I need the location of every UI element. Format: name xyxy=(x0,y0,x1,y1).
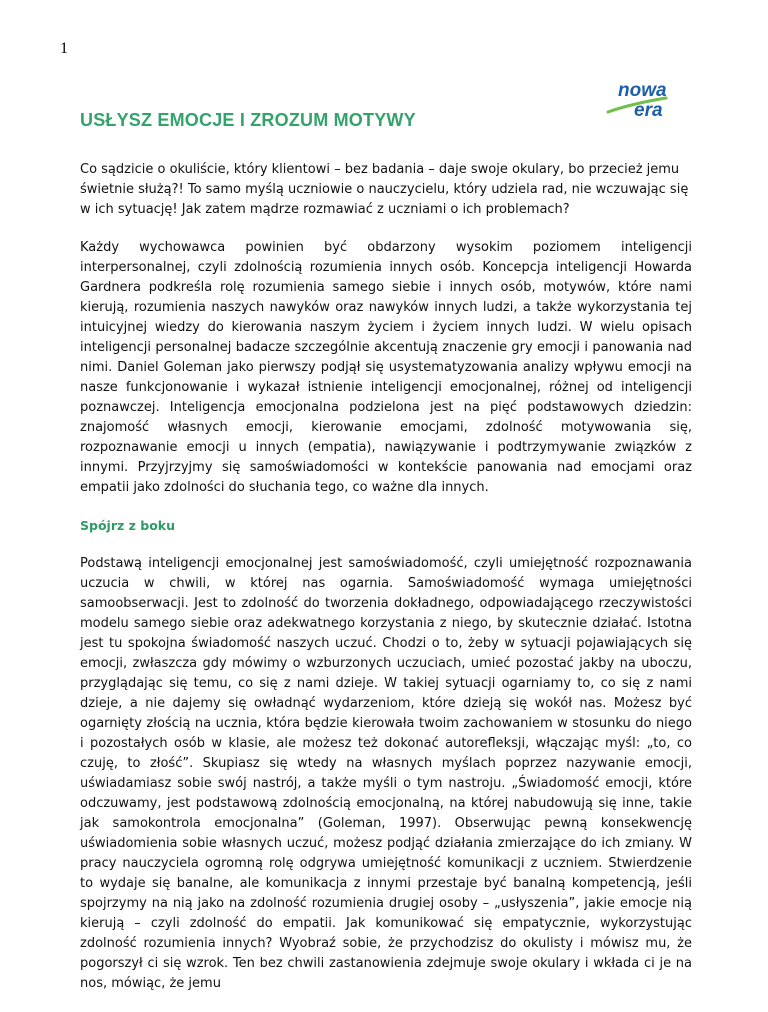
logo-line1: nowa xyxy=(618,80,667,101)
page-number: 1 xyxy=(60,40,68,57)
paragraph-samoswiadomosc: Podstawą inteligencji emocjonalnej jest samoświadomość, czyli umiejętność rozpoznawania uczucia w chwili, w której nas ogarnia. Samoświadomość wymaga umiejętności samoobserwacji. Jest to zdolność do tworzenia dokładnego, odpowiadającego rzeczywistości modelu samego siebie oraz adekwatnego korzystania z niego, by skutecznie działać. Istotna jest tu spokojna świadomość naszych uczuć. Chodzi o to, żeby w sytuacji pojawiających się emocji, zwłaszcza gdy mówimy o wzburzonych uczuciach, umieć pozostać jakby na uboczu, przyglądając się temu, co się z nami dzieje. W takiej sytuacji ogarniamy to, co się z nami dzieje, a nie dajemy się owładnąć wydarzeniom, które dzieją się wokół nas. Możesz być ogarnięty złością na ucznia, która będzie kierowała twoim zachowaniem w stosunku do niego i pozostałych osób w klasie, ale możesz też dokonać autorefleksji, włączając myśl: „to, co czuję, to złość”. Skupiasz się wtedy na własnych myślach poprzez nazywanie emocji, uświadamiasz sobie swój nastrój, a także myśli o tym nastroju. „Świadomość emocji, które odczuwamy, jest podstawową zdolnością emocjonalną, na której nabudowują się inne, takie jak samokontrola emocjonalna” (Goleman, 1997). Obserwując pewną konsekwencję uświadomienia sobie własnych uczuć, możesz podjąć działania zmierzające do ich zmiany. W pracy nauczyciela ogromną rolę odgrywa umiejętność komunikacji z uczniem. Stwierdzenie to wydaje się banalne, ale komunikacja z innymi przestaje być banalną kompetencją, jeśli spojrzymy na nią jako na zdolność rozumienia drugiej osoby – „usłyszenia”, jakie emocje nią kierują – czyli zdolność do empatii. Jak komunikować się empatycznie, wykorzystując zdolność rozumienia innych? Wyobraź sobie, że przychodzisz do okulisty i mówisz mu, że pogorszył ci się wzrok. Ten bez chwili zastanowienia zdejmuje swoje okulary i wkłada ci je na nos, mówiąc, że jemu xyxy=(80,556,692,991)
paragraph-inteligencja: Każdy wychowawca powinien być obdarzony wysokim poziomem inteligencji interpersonalnej, czyli zdolnością rozumienia innych osób. Koncepcja inteligencji Howarda Gardnera podkreśla rolę rozumienia samego siebie i innych osób, motywów, które nami kierują, rozumienia naszych nawyków oraz nawyków innych ludzi, a także wykorzystania tej intuicyjnej wiedzy do kierowania naszym życiem i życiem innych ludzi. W wielu opisach inteligencji personalnej badacze szczególnie akcentują znaczenie gry emocji i panowania nad nimi. Daniel Goleman jako pierwszy podjął się usystematyzowania analizy wpływu emocji na nasze funkcjonowanie i wykazał istnienie inteligencji emocjonalnej, różnej od inteligencji poznawczej. Inteligencja emocjonalna podzielona jest na pięć podstawowych dziedzin: znajomość własnych emocji, kierowanie emocjami, zdolność motywowania się, rozpoznawanie emocji u innych (empatia), nawiązywanie i podtrzymywanie związków z innymi. Przyjrzyjmy się samoświadomości w kontekście panowania nad emocjami oraz empatii jako zdolności do słuchania tego, co ważne dla innych. xyxy=(80,240,692,495)
article-body xyxy=(80,160,692,1012)
section-heading: Spójrz z boku xyxy=(80,518,175,533)
article-title: USŁYSZ EMOCJE I ZROZUM MOTYWY xyxy=(80,110,416,130)
logo-line2: era xyxy=(634,100,663,120)
paragraph-intro: Co sądzicie o okuliście, który klientowi – bez badania – daje swoje okulary, bo przecież jemu świetnie służą?! To samo myślą uczniowie o nauczycielu, który udziela rad, nie wczuwając się w ich sytuację! Jak zatem mądrze rozmawiać z uczniami o ich problemach? xyxy=(80,162,689,217)
